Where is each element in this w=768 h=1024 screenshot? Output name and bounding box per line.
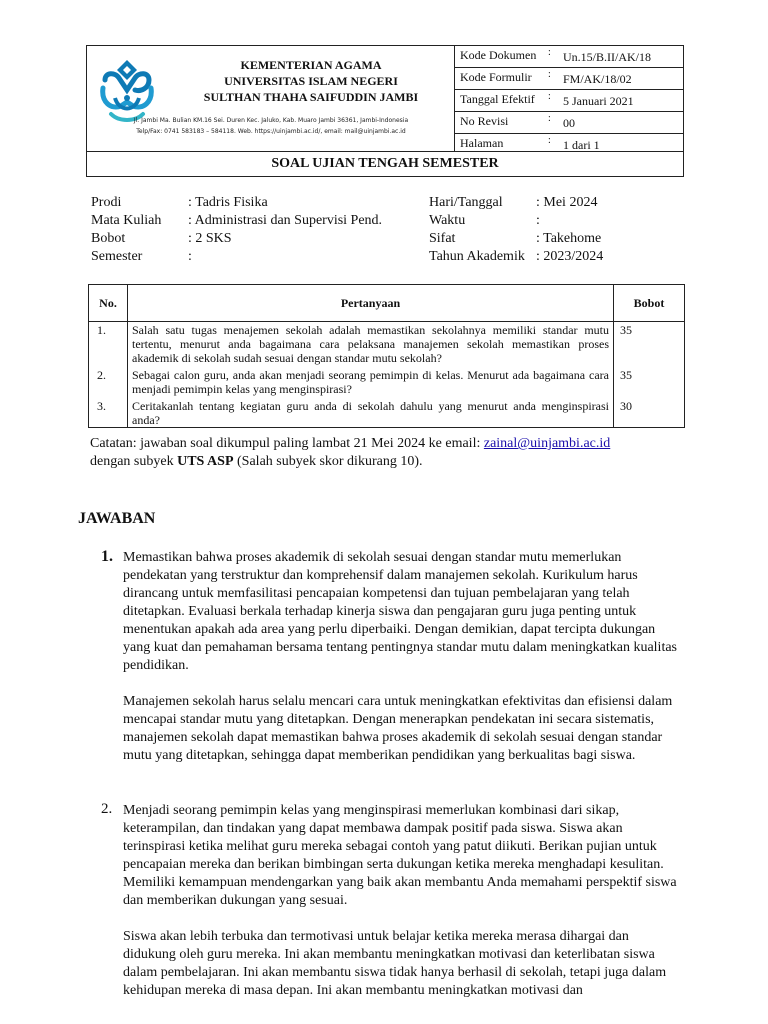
exam-info-left <box>91 194 421 266</box>
info-value: : <box>188 249 192 264</box>
document-meta-table <box>455 46 683 155</box>
note-text: (Salah subyek skor dikurang 10). <box>233 454 423 469</box>
table-row <box>89 322 685 366</box>
info-label: Sifat <box>429 231 456 246</box>
answer-paragraph: Manajemen sekolah harus selalu mencari cara untuk meningkatkan efektivitas dan efisiensi dalam mencapai standar mutu yang ditetapkan. Dengan menerapkan pendekatan ini secara sistematis, manajemen sekolah dapat memastikan bahwa proses akademik di sekolah sesuai dengan standar mutu yang ditetapkan, sehingga dapat memberikan pendidikan yang berkualitas bagi siswa. <box>123 694 673 763</box>
question-text: Sebagai calon guru, anda akan menjadi seorang pemimpin di kelas. Menurut ada bagaimana cara menjadi pemimpin kelas yang menginspirasi? <box>128 365 614 396</box>
info-row <box>91 212 421 230</box>
info-value: : 2 SKS <box>188 231 232 246</box>
meta-colon: : <box>548 113 551 124</box>
table-row <box>89 396 685 428</box>
meta-colon: : <box>548 47 551 58</box>
meta-row-kode-formulir <box>455 68 683 90</box>
answer-paragraph: Menjadi seorang pemimpin kelas yang menginspirasi memerlukan kombinasi dari sikap, keterampilan, dan tindakan yang dapat membawa dampak positif pada siswa. Siswa akan terinspirasi ketika melihat guru mereka sebagai contoh yang patut diikuti. Berikan pujian untuk pencapaian mereka dan berikan bimbingan serta dukungan ketika mereka menghadapi kesulitan. Memiliki kemampuan mendengarkan yang baik akan membantu Anda memahami perspektif siswa dan memberikan dukungan yang sesuai. <box>123 803 677 908</box>
answers-heading: JAWABAN <box>78 510 156 527</box>
info-label: Mata Kuliah <box>91 213 162 228</box>
column-header-pertanyaan: Pertanyaan <box>128 285 614 322</box>
meta-value: Un.15/B.II/AK/18 <box>563 50 651 64</box>
info-row <box>91 194 421 212</box>
subject-text: UTS ASP <box>177 454 234 469</box>
info-label: Semester <box>91 249 143 264</box>
meta-colon: : <box>548 135 551 146</box>
question-text: Salah satu tugas menajemen sekolah adalah memastikan sekolahnya memiliki standar mutu tertentu, menurut anda bagaimana cara pelaksana manajemen sekolah memastikan proses akademik di sekolah sudah sesuai dengan standar mutu sekolah? <box>128 322 614 366</box>
info-value: : Mei 2024 <box>536 195 598 210</box>
info-value: : <box>536 213 540 228</box>
note-line-1 <box>90 435 690 453</box>
institution-name <box>171 57 451 105</box>
answer-number: 2. <box>101 801 113 817</box>
question-number: 2. <box>89 365 128 396</box>
column-header-bobot: Bobot <box>614 285 685 322</box>
meta-colon: : <box>548 69 551 80</box>
question-number: 1. <box>89 322 128 366</box>
meta-colon: : <box>548 91 551 102</box>
info-row <box>91 230 421 248</box>
info-value: : Administrasi dan Supervisi Pend. <box>188 213 383 228</box>
info-label: Waktu <box>429 213 466 228</box>
info-label: Tahun Akademik <box>429 249 525 264</box>
table-header-row <box>89 285 685 322</box>
meta-label: Tanggal Efektif <box>460 92 535 106</box>
question-number: 3. <box>89 396 128 428</box>
info-row <box>429 230 679 248</box>
answer-paragraph: Memastikan bahwa proses akademik di sekolah sesuai dengan standar mutu memerlukan pendekatan yang terstruktur dan komprehensif dalam manajemen sekolah. Kurikulum harus dirancang untuk memfasilitasi pencapaian kompetensi dan tujuan pembelajaran yang telah ditetapkan. Evaluasi berkala terhadap kinerja siswa dan pengajaran guru juga penting untuk menentukan apakah ada area yang perlu diperbaiki. Dengan demikian, dapat tercipta dukungan yang kuat dan pemahaman bersama tentang pentingnya standar mutu dalam meningkatkan kualitas pendidikan. <box>123 550 677 673</box>
info-label: Bobot <box>91 231 126 246</box>
meta-value: FM/AK/18/02 <box>563 72 632 86</box>
questions-table <box>88 284 685 428</box>
institution-line: SULTHAN THAHA SAIFUDDIN JAMBI <box>203 90 419 104</box>
info-label: Hari/Tanggal <box>429 195 503 210</box>
question-weight: 35 <box>614 322 685 366</box>
question-weight: 35 <box>614 365 685 396</box>
info-row <box>429 248 679 266</box>
document-header <box>86 45 684 177</box>
exam-info-right <box>429 194 679 266</box>
info-row <box>429 212 679 230</box>
answer-number: 1. <box>101 548 113 565</box>
meta-value: 00 <box>563 116 575 130</box>
info-row <box>429 194 679 212</box>
answer-1 <box>123 549 683 783</box>
info-value: : Tadris Fisika <box>188 195 268 210</box>
meta-label: No Revisi <box>460 114 509 128</box>
meta-label: Kode Dokumen <box>460 48 537 62</box>
address-line: Telp/Fax: 0741 583183 – 584118. Web. https://uinjambi.ac.id/, email: mail@uinjambi.ac.id <box>136 128 406 135</box>
institution-address <box>87 115 455 137</box>
info-value: : 2023/2024 <box>536 249 604 264</box>
note-text: dengan subyek <box>90 454 178 469</box>
info-row <box>91 248 421 266</box>
answer-2 <box>123 802 683 1018</box>
question-text: Ceritakanlah tentang kegiatan guru anda di sekolah dahulu yang menurut anda menginspirasi anda? <box>128 396 614 428</box>
email-link[interactable]: zainal@uinjambi.ac.id <box>483 436 611 451</box>
info-label: Prodi <box>91 195 122 210</box>
meta-row-kode-dokumen <box>455 46 683 68</box>
table-row <box>89 365 685 396</box>
address-line: Jl. Jambi Ma. Bulian KM.16 Sei. Duren Kec. Jaluko, Kab. Muaro Jambi 36361, Jambi-Indonesia <box>133 117 409 124</box>
info-value: : Takehome <box>536 231 602 246</box>
institution-block <box>87 46 455 151</box>
answer-paragraph: Siswa akan lebih terbuka dan termotivasi untuk belajar ketika mereka merasa dihargai dan didukung oleh guru mereka. Ini akan membantu meningkatkan motivasi dan keterlibatan siswa dalam pembelajaran. Ini akan membantu siswa tidak hanya berhasil di sekolah, tetapi juga dalam kehidupan mereka di masa depan. Ini akan membantu meningkatkan motivasi dan <box>123 929 667 998</box>
question-weight: 30 <box>614 396 685 428</box>
meta-value: 5 Januari 2021 <box>563 94 634 108</box>
column-header-no: No. <box>89 285 128 322</box>
note-text: Catatan: jawaban soal dikumpul paling lambat 21 Mei 2024 ke email: <box>90 436 484 451</box>
meta-label: Halaman <box>460 136 504 150</box>
document-title: SOAL UJIAN TENGAH SEMESTER <box>87 151 683 177</box>
note-line-2 <box>90 453 690 471</box>
institution-line: UNIVERSITAS ISLAM NEGERI <box>224 74 398 88</box>
institution-line: KEMENTERIAN AGAMA <box>240 58 382 72</box>
meta-row-tanggal-efektif <box>455 90 683 112</box>
submission-note <box>90 435 690 471</box>
meta-label: Kode Formulir <box>460 70 532 84</box>
meta-value: 1 dari 1 <box>563 138 600 152</box>
meta-row-no-revisi <box>455 112 683 134</box>
